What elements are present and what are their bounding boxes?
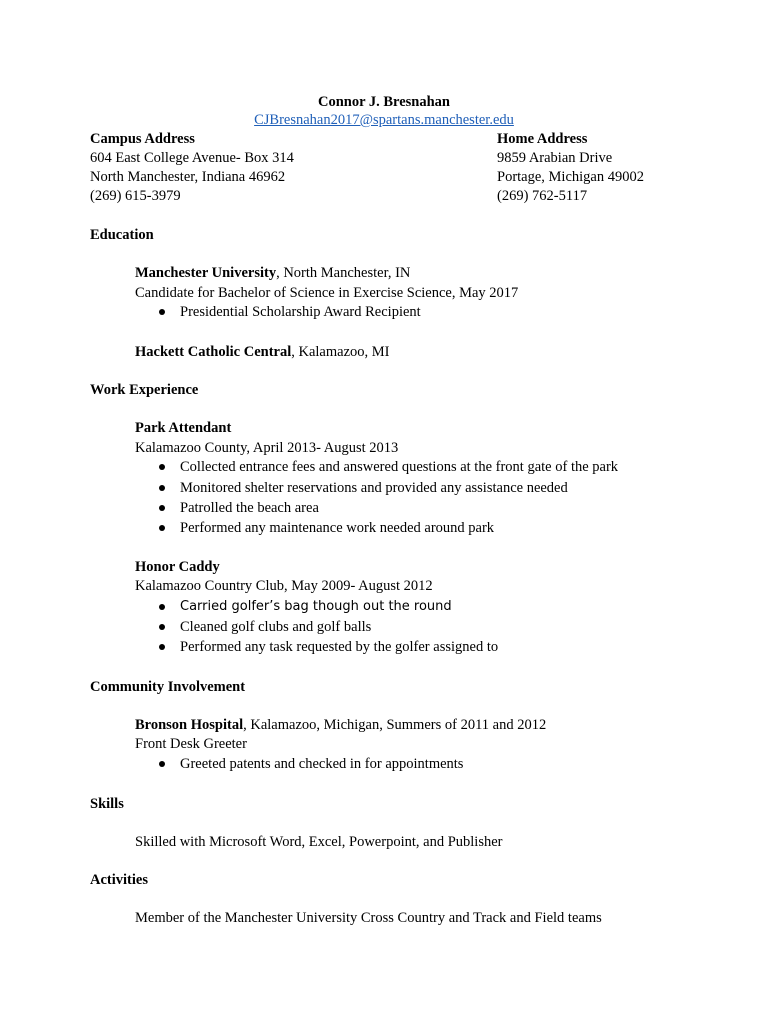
- bullet-icon: [159, 464, 165, 470]
- job1-bullet: Performed any maintenance work needed around park: [180, 520, 495, 536]
- resume-name: Connor J. Bresnahan: [317, 94, 450, 110]
- bullet-icon: [159, 505, 165, 511]
- bullet-icon: [159, 525, 165, 531]
- community-role: Front Desk Greeter: [135, 736, 247, 752]
- campus-address-line2: North Manchester, Indiana 46962: [90, 169, 286, 185]
- home-phone: (269) 762-5117: [497, 188, 588, 204]
- community-details: , Kalamazoo, Michigan, Summers of 2011 and 2012: [243, 717, 547, 733]
- bullet-icon: [159, 485, 165, 491]
- bullet-icon: [159, 761, 165, 767]
- skills-heading: Skills: [90, 796, 124, 812]
- school1-name: Manchester University: [135, 265, 277, 281]
- school1-line: [135, 264, 410, 282]
- job1-bullet: Patrolled the beach area: [180, 500, 319, 516]
- home-address-line2: Portage, Michigan 49002: [497, 169, 644, 185]
- school1-degree: Candidate for Bachelor of Science in Exercise Science, May 2017: [135, 285, 519, 301]
- community-org-line: [135, 716, 546, 734]
- job1-bullet: Monitored shelter reservations and provided any assistance needed: [180, 480, 568, 496]
- job2-bullet: Carried golfer’s bag though out the round: [180, 599, 452, 614]
- job1-title: Park Attendant: [135, 420, 232, 436]
- school1-bullet: Presidential Scholarship Award Recipient: [180, 304, 421, 320]
- home-address-label: Home Address: [497, 131, 588, 147]
- community-org: Bronson Hospital: [135, 717, 244, 733]
- community-heading: Community Involvement: [90, 679, 246, 695]
- campus-address-line1: 604 East College Avenue- Box 314: [90, 150, 294, 166]
- bullet-icon: [159, 624, 165, 630]
- work-heading: Work Experience: [90, 382, 199, 398]
- bullet-icon: [159, 309, 165, 315]
- school2-location: , Kalamazoo, MI: [291, 344, 390, 360]
- school1-location: , North Manchester, IN: [276, 265, 411, 281]
- job2-employer: Kalamazoo Country Club, May 2009- August 2012: [135, 578, 433, 594]
- school2-line: [135, 343, 390, 361]
- job1-bullet: Collected entrance fees and answered questions at the front gate of the park: [180, 459, 619, 475]
- email-link[interactable]: CJBresnahan2017@spartans.manchester.edu: [254, 112, 514, 128]
- job1-employer: Kalamazoo County, April 2013- August 2013: [135, 440, 399, 456]
- job2-bullet: Performed any task requested by the golfer assigned to: [180, 639, 499, 655]
- activities-text: Member of the Manchester University Cross Country and Track and Field teams: [135, 910, 602, 926]
- home-address-line1: 9859 Arabian Drive: [497, 150, 613, 166]
- activities-heading: Activities: [90, 872, 148, 888]
- education-heading: Education: [90, 227, 154, 243]
- campus-address-label: Campus Address: [90, 131, 195, 147]
- job2-title: Honor Caddy: [135, 559, 220, 575]
- school2-name: Hackett Catholic Central: [135, 344, 292, 360]
- community-bullet: Greeted patents and checked in for appointments: [180, 756, 464, 772]
- bullet-icon: [159, 644, 165, 650]
- bullet-icon: [159, 604, 165, 610]
- job2-bullet: Cleaned golf clubs and golf balls: [180, 619, 372, 635]
- email-line: [0, 111, 768, 129]
- skills-text: Skilled with Microsoft Word, Excel, Powerpoint, and Publisher: [135, 834, 503, 850]
- campus-phone: (269) 615-3979: [90, 188, 181, 204]
